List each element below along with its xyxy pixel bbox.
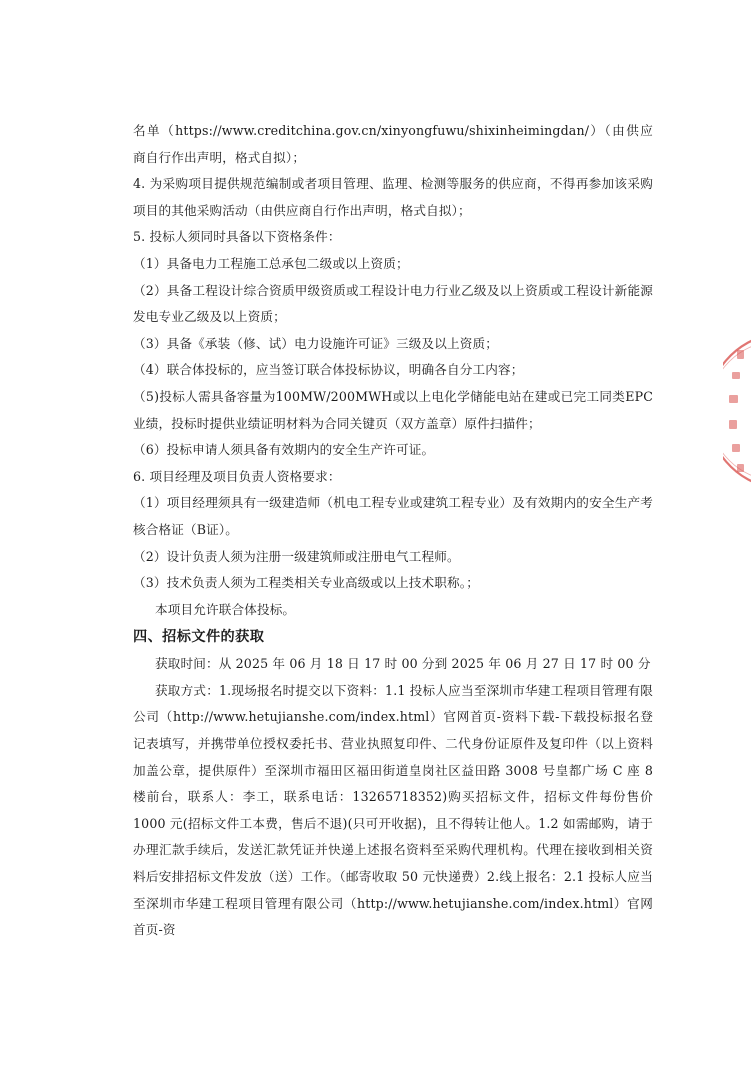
paragraph-item-6: 6. 项目经理及项目负责人资格要求： [133,468,341,484]
section-heading-4: 四、招标文件的获取 [133,629,265,646]
paragraph-item-6-3: （3）技术负责人须为工程类相关专业高级或以上技术职称。； [133,575,479,591]
paragraph-consortium-allowed: 本项目允许联合体投标。 [155,601,296,617]
red-seal-stamp-fragment [723,332,751,490]
document-body [133,118,653,944]
paragraph-item-5-5: （5)投标人需具备容量为100MW/200MWH或以上电化学储能电站在建或已完工同类EPC业绩，投标时提供业绩证明材料为合同关键页（双方盖章）原件扫描件； [133,388,653,431]
paragraph-item-5-3: （3）具备《承装（修、试）电力设施许可证》三级及以上资质； [133,335,498,351]
paragraph-item-4: 4. 为采购项目提供规范编制或者项目管理、监理、检测等服务的供应商，不得再参加该采购项目的其他采购活动（由供应商自行作出声明，格式自拟）； [133,176,653,218]
paragraph-acquisition-method: 获取方式：1.现场报名时提交以下资料：1.1 投标人应当至深圳市华建工程项目管理有限公司（http://www.hetujianshe.com/index.html）官网首页-资料下载-下载投标报名登记表填写，并携带单位授权委托书、营业执照复印件、二代身份证原件及复印件（以上资料加盖公章，提供原件）至深圳市福田区福田街道皇岗社区益田路 3008 号皇都广场 C 座 8 楼前台，联系人：李工，联系电话：13265718352)购买招标文件，招标文件每份售价 1000 元(招标文件工本费，售后不退)(只可开收据)，且不得转让他人。1.2 如需邮购，请于办理汇款手续后，发送汇款凭证并快递上述报名资料至采购代理机构。代理在接收到相关资料后安排招标文件发放（送）工作。（邮寄收取 50 元快递费）2.线上报名：2.1 投标人应当至深圳市华建工程项目管理有限公司（http://www.hetujianshe.com/index.html）官网首页-资 [133,682,653,938]
paragraph-item-5: 5. 投标人须同时具备以下资格条件： [133,229,341,245]
paragraph-item-5-1: （1）具备电力工程施工总承包二级或以上资质； [133,255,409,271]
paragraph-item-5-4: （4）联合体投标的，应当签订联合体投标协议，明确各自分工内容； [133,362,524,378]
paragraph-item-5-6: （6）投标申请人须具备有效期内的安全生产许可证。 [133,442,435,458]
paragraph-acquisition-time: 获取时间：从 2025 年 06 月 18 日 17 时 00 分到 2025 年 06 月 27 日 17 时 00 分 [155,656,651,672]
paragraph-item-6-1: （1）项目经理须具有一级建造师（机电工程专业或建筑工程专业）及有效期内的安全生产考核合格证（B证）。 [133,495,653,537]
paragraph-item-5-2: （2）具备工程设计综合资质甲级资质或工程设计电力行业乙级及以上资质或工程设计新能源发电专业乙级及以上资质； [133,282,653,325]
paragraph-item-6-2: （2）设计负责人须为注册一级建筑师或注册电气工程师。 [133,548,460,564]
paragraph-blacklist-url: 名单（https://www.creditchina.gov.cn/xinyongfuwu/shixinheimingdan/）（由供应商自行作出声明，格式自拟）； [133,123,653,165]
